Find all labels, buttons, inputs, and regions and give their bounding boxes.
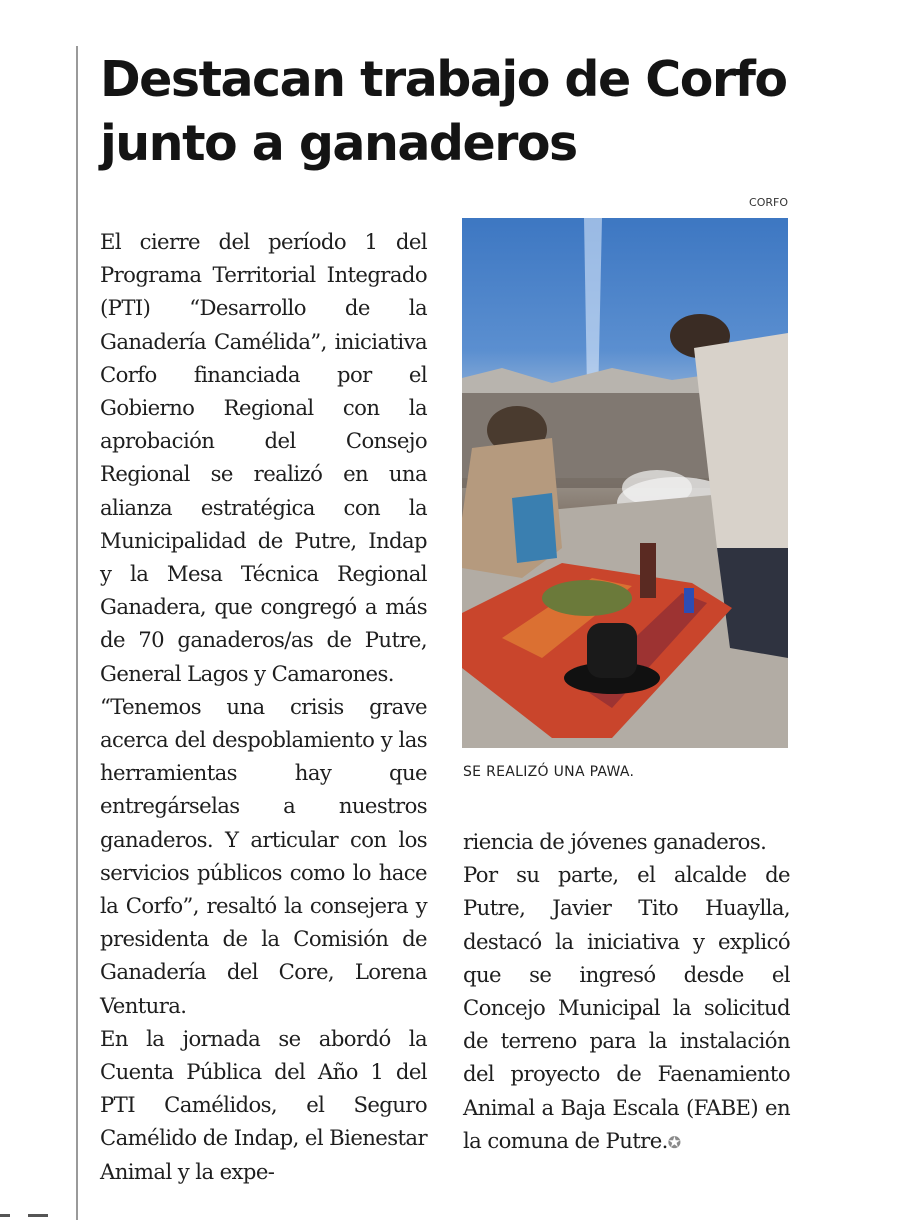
article-column-right [463, 825, 790, 1159]
column-rule [76, 46, 78, 1220]
end-of-article-icon: ✪ [667, 1132, 681, 1152]
article-paragraph: riencia de jóvenes ganaderos. [463, 829, 767, 854]
article-paragraph: En la jornada se abordó la Cuenta Pública del Año 1 del PTI Camélidos, el Seguro Camélido de Indap, el Bienestar Animal y la expe- [100, 1025, 427, 1184]
article-paragraph: El cierre del período 1 del Programa Territorial Integrado (PTI) “Desarrollo de la Ganadería Camélida”, iniciativa Corfo financiada por el Gobierno Regional con la aprobación del Consejo Regional se realizó en una alianza estratégica con la Municipalidad de Putre, Indap y la Mesa Técnica Regional Ganadera, que congregó a más de 70 ganaderos/as de Putre, General Lagos y Camarones. [100, 229, 427, 686]
page-edge-dash [28, 1214, 48, 1217]
photo-caption: SE REALIZÓ UNA PAWA. [463, 764, 635, 780]
article-photo [462, 218, 788, 748]
headline: Destacan trabajo de Corfo junto a ganaderos [100, 51, 787, 172]
article-paragraph: “Tenemos una crisis grave acerca del despoblamiento y las herramientas hay que entregárselas a nuestros ganaderos. Y articular con los servicios públicos como lo hace la Corfo”, resaltó la consejera y presidenta de la Comisión de Ganadería del Core, Lorena Ventura. [100, 693, 427, 1018]
photo-credit: CORFO [749, 196, 788, 209]
page-edge-dash [0, 1214, 10, 1217]
article-column-left [100, 225, 427, 1188]
article-paragraph: Por su parte, el alcalde de Putre, Javier Tito Huaylla, destacó la iniciativa y explicó que se ingresó desde el Concejo Municipal la solicitud de terreno para la instalación del proyecto de Faenamiento Animal a Baja Escala (FABE) en la comuna de Putre. [463, 862, 790, 1153]
ceremony-photo-illustration [462, 218, 788, 748]
